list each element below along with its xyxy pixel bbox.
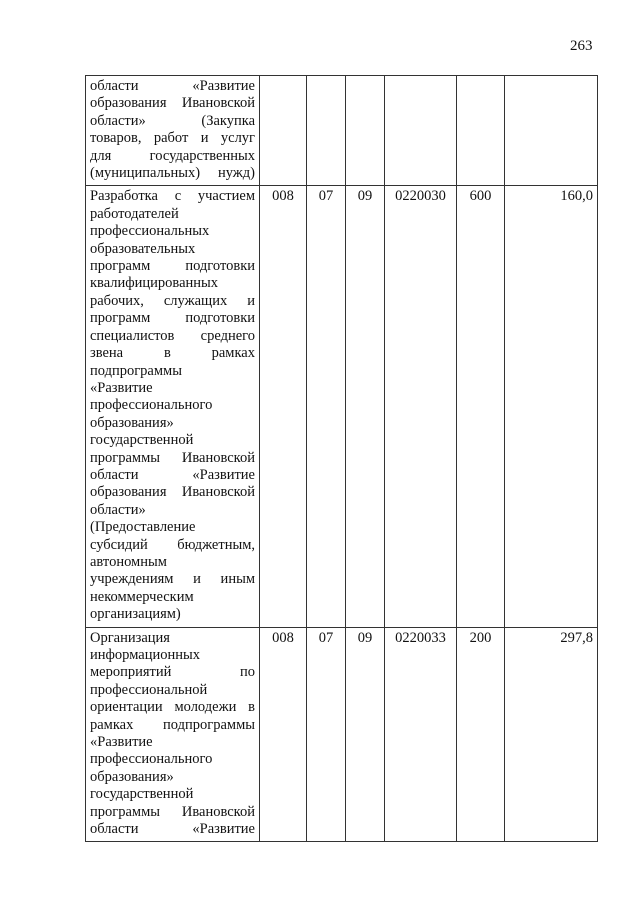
- cell-text-line: (муниципальных) нужд): [90, 165, 255, 182]
- cell-text-line: программ подготовки: [90, 310, 255, 327]
- cell-text-line: профессионального: [90, 751, 213, 768]
- cell-text-line: для государственных: [90, 147, 255, 164]
- cell-text-line: государственной: [90, 432, 194, 449]
- budget-table: [85, 75, 598, 842]
- cell-text-line: государственной: [90, 786, 194, 803]
- cell-text-line: специалистов среднего: [90, 327, 255, 344]
- cell-text-line: образовательных: [90, 240, 196, 257]
- ministry-code-cell: 008: [260, 186, 307, 627]
- cell-text-line: образования»: [90, 768, 174, 785]
- cell-text-line: некоммерческим: [90, 588, 194, 605]
- cell-text-line: подпрограммы: [90, 362, 182, 379]
- target-article-cell: [385, 76, 457, 186]
- cell-text-line: организациям): [90, 606, 181, 623]
- cell-text-line: рабочих, служащих и: [90, 292, 255, 309]
- section-code-cell: 07: [307, 186, 346, 627]
- section-code-cell: [307, 76, 346, 186]
- table-row: [86, 627, 598, 842]
- cell-text-line: информационных: [90, 647, 200, 663]
- cell-text-line: (Предоставление: [90, 519, 196, 536]
- ministry-code-cell: [260, 76, 307, 186]
- cell-text-line: «Развитие: [90, 379, 153, 396]
- cell-text-line: области» (Закупка: [90, 112, 255, 129]
- subsection-code-cell: 09: [346, 186, 385, 627]
- cell-text-line: рамках подпрограммы: [90, 716, 255, 733]
- expense-type-cell: 200: [457, 627, 505, 842]
- cell-text-line: образования Ивановской: [90, 484, 255, 501]
- cell-text-line: ориентации молодежи в: [90, 699, 255, 716]
- cell-text-line: Разработка с участием: [90, 188, 255, 205]
- amount-cell: 297,8: [505, 627, 598, 842]
- cell-text-line: субсидий бюджетным,: [90, 536, 255, 553]
- cell-text-line: звена в рамках: [90, 345, 255, 362]
- expense-type-cell: 600: [457, 186, 505, 627]
- row-name-cell: [86, 186, 260, 627]
- cell-text-line: квалифицированных: [90, 275, 219, 292]
- amount-cell: 160,0: [505, 186, 598, 627]
- subsection-code-cell: [346, 76, 385, 186]
- cell-text-line: профессиональной: [90, 681, 208, 698]
- amount-cell: [505, 76, 598, 186]
- cell-text-line: «Развитие: [90, 734, 153, 751]
- cell-text-line: автономным: [90, 553, 167, 570]
- row-name-cell: [86, 627, 260, 842]
- cell-text-line: области «Развитие: [90, 821, 255, 838]
- cell-text-line: программ подготовки: [90, 258, 255, 275]
- cell-text-line: профессионального: [90, 397, 213, 414]
- target-article-cell: 0220033: [385, 627, 457, 842]
- cell-text-line: учреждениям и иным: [90, 571, 255, 588]
- cell-text-line: области «Развитие: [90, 78, 255, 94]
- cell-text-line: товаров, работ и услуг: [90, 130, 255, 147]
- cell-text-line: образования Ивановской: [90, 95, 255, 112]
- cell-text-line: программы Ивановской: [90, 803, 255, 820]
- section-code-cell: 07: [307, 627, 346, 842]
- cell-text-line: Организация: [90, 629, 170, 646]
- table-row: [86, 76, 598, 186]
- cell-text-line: профессиональных: [90, 223, 210, 240]
- cell-text-line: образования»: [90, 414, 174, 431]
- target-article-cell: 0220030: [385, 186, 457, 627]
- cell-text-line: области «Развитие: [90, 466, 255, 483]
- cell-text-line: области»: [90, 501, 146, 518]
- row-name-cell: [86, 76, 260, 186]
- page-number: 263: [570, 38, 593, 54]
- cell-text-line: работодателей: [90, 205, 179, 222]
- expense-type-cell: [457, 76, 505, 186]
- subsection-code-cell: 09: [346, 627, 385, 842]
- ministry-code-cell: 008: [260, 627, 307, 842]
- table-row: [86, 186, 598, 627]
- cell-text-line: мероприятий по: [90, 664, 255, 681]
- cell-text-line: программы Ивановской: [90, 449, 255, 466]
